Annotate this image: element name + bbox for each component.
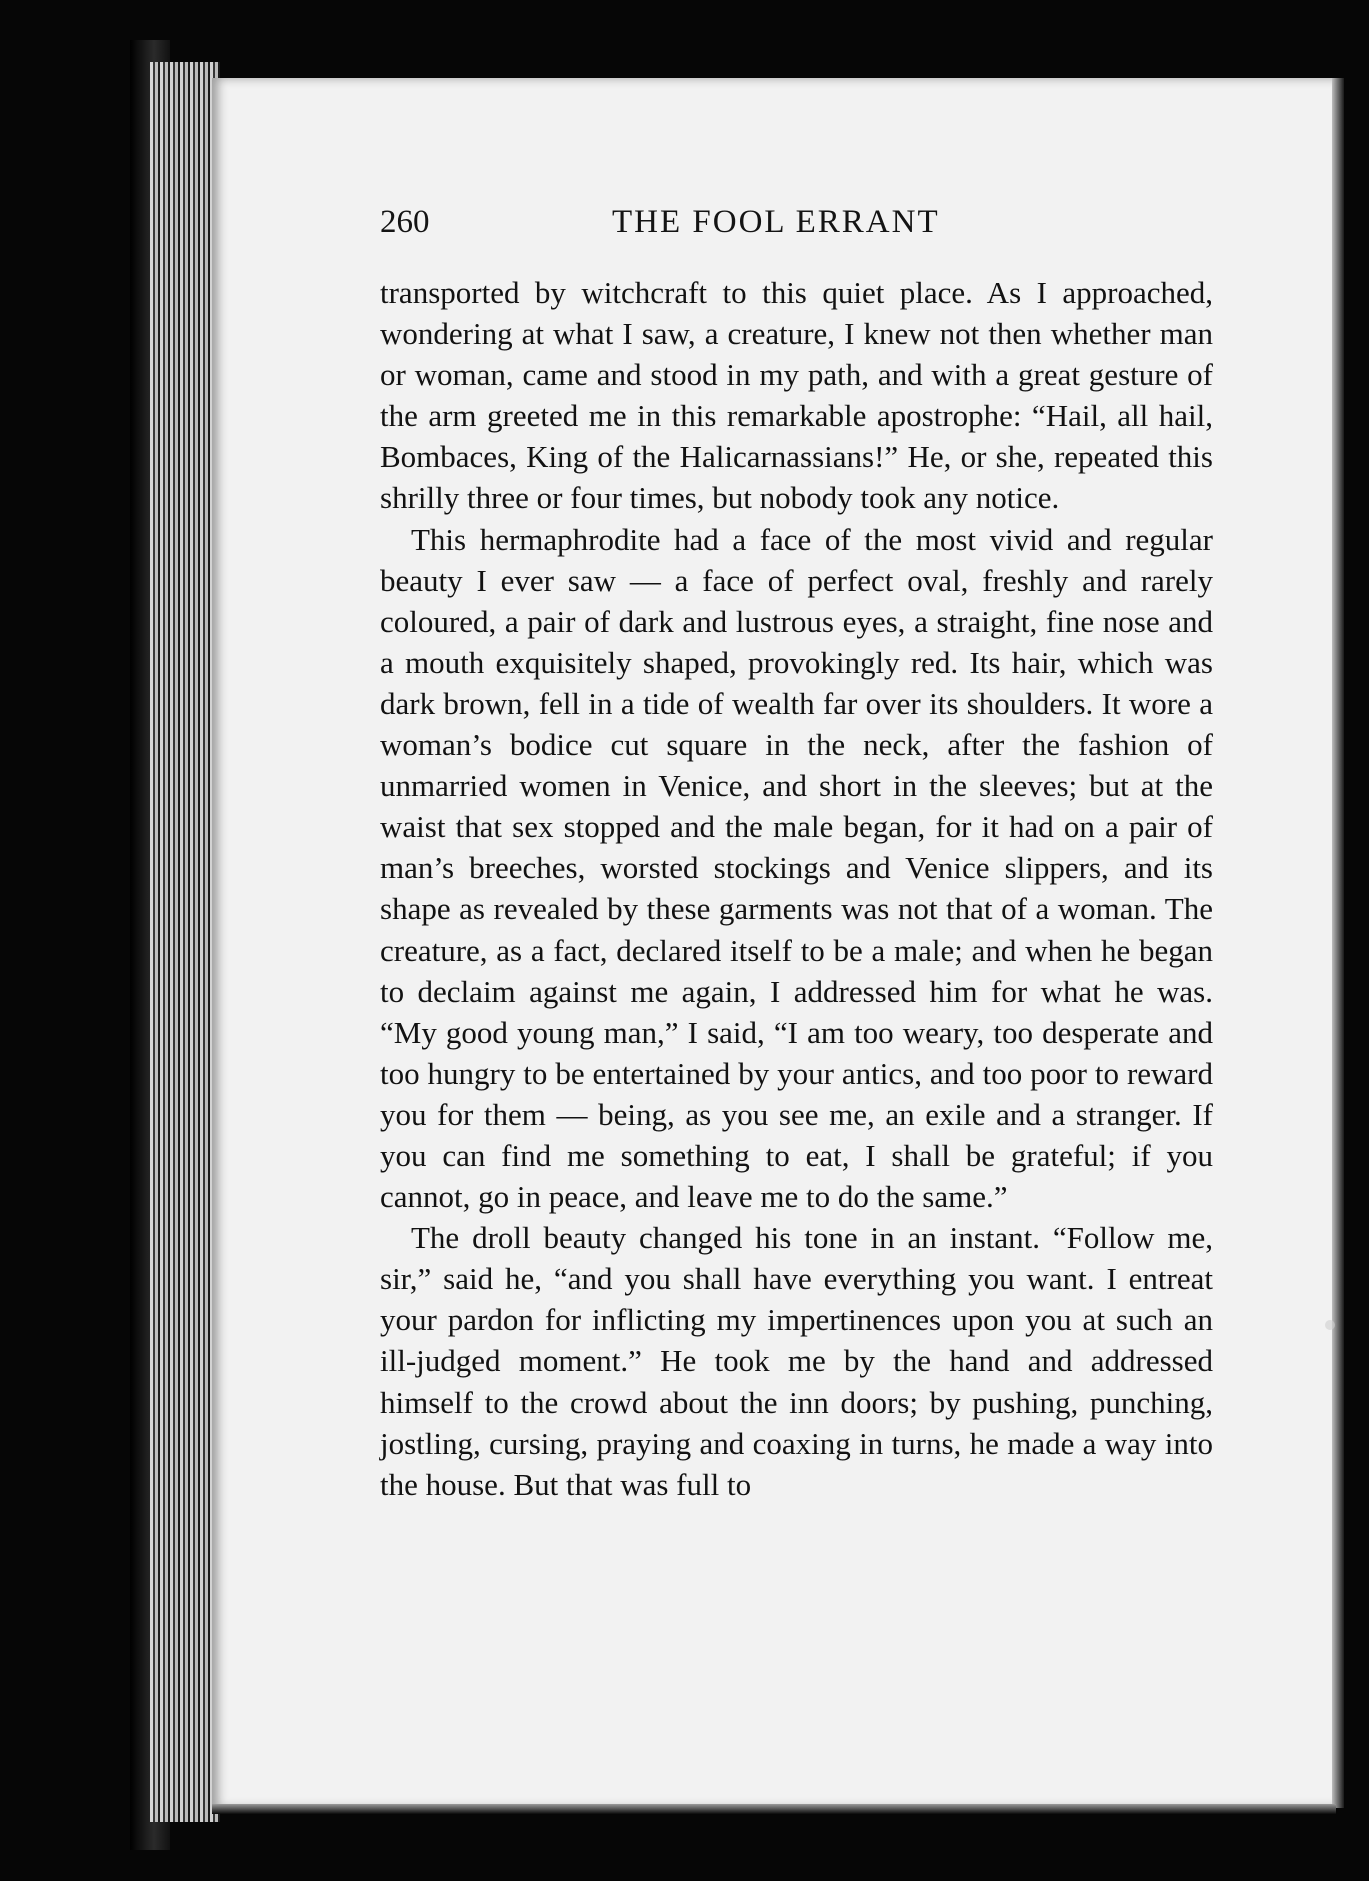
- page-right-edge: [1332, 78, 1344, 1808]
- running-header: [380, 204, 1220, 244]
- paragraph-2: This hermaphrodite had a face of the most vivid and regular beauty I ever saw — a face of perfect oval, freshly and rarely coloured, a pair of dark and lustrous eyes, a straight, fine nose and a mouth exquisitely shaped, provokingly red. Its hair, which was dark brown, fell in a tide of wealth far over its shoulders. It wore a woman’s bodice cut square in the neck, after the fashion of unmarried women in Venice, and short in the sleeves; but at the waist that sex stopped and the male began, for it had on a pair of man’s breeches, worsted stockings and Venice slippers, and its shape as revealed by these garments was not that of a woman. The creature, as a fact, declared itself to be a male; and when he began to declaim against me again, I addressed him for what he was. “My good young man,” I said, “I am too weary, too desperate and too hungry to be entertained by your antics, and too poor to reward you for them — being, as you see me, an exile and a stranger. If you can find me something to eat, I shall be grateful; if you cannot, go in peace, and leave me to do the same.”: [380, 521, 1213, 1215]
- body-text: [380, 272, 1213, 1505]
- paragraph-1: transported by witchcraft to this quiet place. As I approached, wondering at what I saw, a creature, I knew not then whether man or woman, came and stood in my path, and with a great gesture of the arm greeted me in this remarkable apostrophe: “Hail, all hail, Bombaces, King of the Halicarnassians!” He, or she, repeated this shrilly three or four times, but nobody took any notice.: [380, 275, 1213, 516]
- page-bottom-edge: [212, 1804, 1336, 1814]
- page-edges: [150, 62, 220, 1822]
- page-number: 260: [380, 204, 430, 240]
- paragraph-3: The droll beauty changed his tone in an instant. “Follow me, sir,” said he, “and you shall have everything you want. I entreat your pardon for inflicting my impertinences upon you at such an ill-judged moment.” He took me by the hand and addressed himself to the crowd about the inn doors; by pushing, punching, jostling, cursing, praying and coaxing in turns, he made a way into the house. But that was full to: [380, 1220, 1213, 1502]
- running-title: THE FOOL ERRANT: [612, 204, 940, 240]
- scan-speck: [1325, 1320, 1335, 1330]
